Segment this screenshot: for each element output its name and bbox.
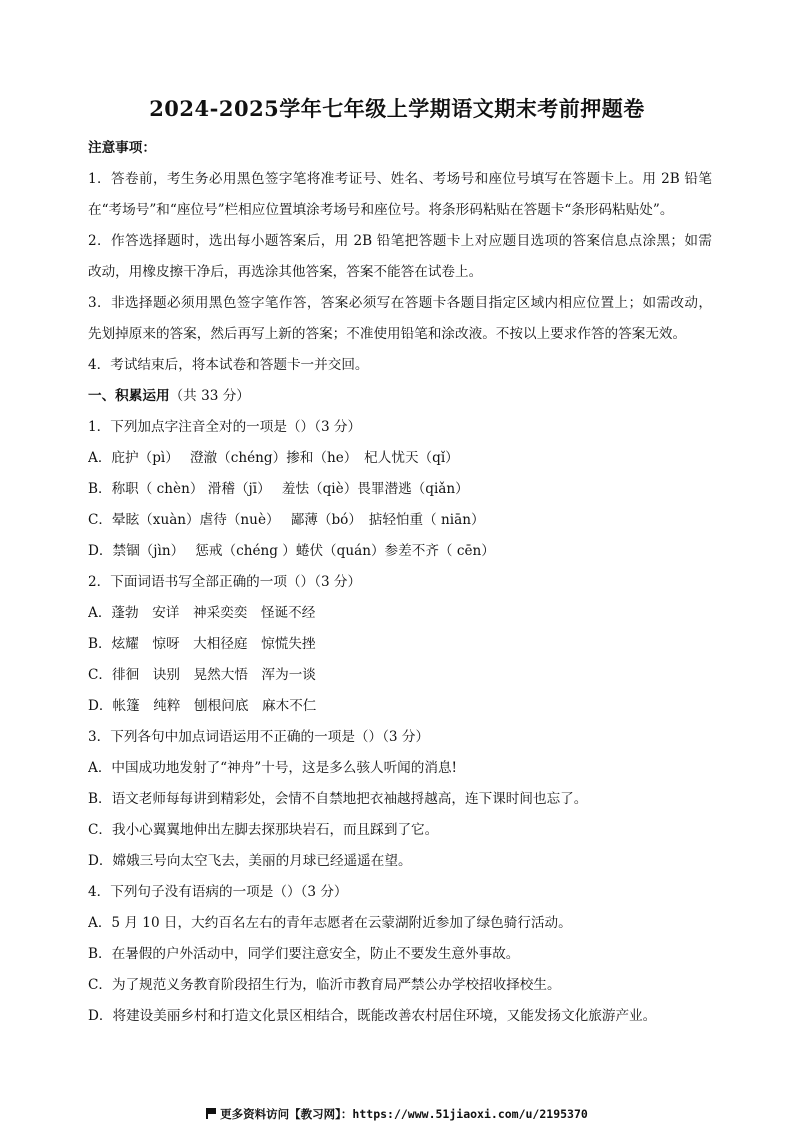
section-heading xyxy=(88,381,712,412)
question-4-option-b: B．在暑假的户外活动中，同学们要注意安全，防止不要发生意外事故。 xyxy=(88,946,520,962)
notice-heading: 注意事项： xyxy=(88,140,156,156)
section-title: 一、积累运用 xyxy=(88,388,170,404)
question-2-option-c: C．徘徊 诀别 晃然大悟 浑为一谈 xyxy=(88,667,316,683)
question-2-option-a: A．蓬勃 安详 神采奕奕 怪诞不经 xyxy=(88,605,316,621)
question-2-option-d: D．帐篷 纯粹 刨根问底 麻木不仁 xyxy=(88,698,317,714)
question-3-option-d: D．嫦娥三号向太空飞去，美丽的月球已经遥遥在望。 xyxy=(88,853,412,869)
question-3-option-b: B．语文老师每每讲到精彩处，会情不自禁地把衣袖越捋越高，连下课时间也忘了。 xyxy=(88,791,588,807)
notice-line: 4．考试结束后，将本试卷和答题卡一并交回。 xyxy=(88,357,369,373)
notice-line: 1．答卷前，考生务必用黑色签字笔将准考证号、姓名、考场号和座位号填写在答题卡上。用 2B 铅笔 xyxy=(88,171,712,187)
question-1-option-c: C．晕眩（xuàn）虐待（nuè） 鄙薄（bó） 掂轻怕重（ niān） xyxy=(88,512,485,528)
notice-line: 2．作答选择题时，选出每小题答案后，用 2B 铅笔把答题卡上对应题目选项的答案信息点涂黑；如需 xyxy=(88,233,712,249)
footer-text[interactable]: 更多资料访问【教习网】：https://www.51jiaoxi.com/u/2195370 xyxy=(220,1107,588,1121)
question-1-stem: 1．下列加点字注音全对的一项是（）（3 分） xyxy=(88,419,362,435)
notice-line: 先划掉原来的答案，然后再写上新的答案；不准使用铅笔和涂改液。不按以上要求作答的答案无效。 xyxy=(88,326,687,342)
notice-line: 改动，用橡皮擦干净后，再选涂其他答案，答案不能答在试卷上。 xyxy=(88,264,483,280)
question-3-option-a: A．中国成功地发射了“神舟”十号，这是多么骇人听闻的消息! xyxy=(88,760,458,776)
question-3-option-c: C．我小心翼翼地伸出左脚去探那块岩石，而且踩到了它。 xyxy=(88,822,439,838)
question-2-stem: 2．下面词语书写全部正确的一项（）（3 分） xyxy=(88,574,362,590)
notice-line: 3．非选择题必须用黑色签字笔作答，答案必须写在答题卡各题目指定区域内相应位置上；如需改动， xyxy=(88,295,712,311)
notice-line: 在“考场号”和“座位号”栏相应位置填涂考场号和座位号。将条形码粘贴在答题卡“条形码粘贴处”。 xyxy=(88,202,674,218)
question-2-option-b: B．炫耀 惊呀 大相径庭 惊慌失挫 xyxy=(88,636,316,652)
question-4-option-c: C．为了规范义务教育阶段招生行为，临沂市教育局严禁公办学校招收择校生。 xyxy=(88,977,561,993)
exam-body xyxy=(88,133,712,1032)
question-3-stem: 3．下列各句中加点词语运用不正确的一项是（）（3 分） xyxy=(88,729,430,745)
question-1-option-b: B．称职（ chèn） 滑稽（jī） 羞怯（qiè）畏罪潜逃（qiǎn） xyxy=(88,481,469,497)
page-title: 2024-2025学年七年级上学期语文期末考前押题卷 xyxy=(149,96,645,121)
footer-link[interactable] xyxy=(0,1106,794,1122)
flag-icon xyxy=(206,1108,216,1119)
question-4-stem: 4．下列句子没有语病的一项是（）（3 分） xyxy=(88,884,348,900)
question-1-option-d: D．禁锢（jìn） 惩戒（chéng ）蜷伏（quán）参差不齐（ cēn） xyxy=(88,543,495,559)
question-4-option-a: A．5 月 10 日，大约百名左右的青年志愿者在云蒙湖附近参加了绿色骑行活动。 xyxy=(88,915,572,931)
question-1-option-a: A．庇护（pì） 澄澈（chéng）掺和（he） 杞人忧天（qǐ） xyxy=(88,450,459,466)
section-score: （共 33 分） xyxy=(169,388,250,404)
question-4-option-d: D．将建设美丽乡村和打造文化景区相结合，既能改善农村居住环境，又能发扬文化旅游产业。 xyxy=(88,1008,657,1024)
